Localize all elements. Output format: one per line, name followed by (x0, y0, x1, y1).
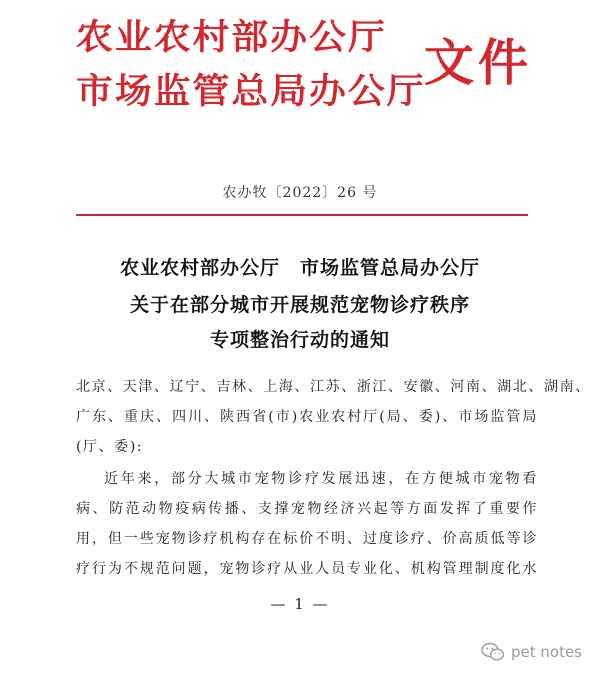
title-line-1: 农业农村部办公厅 市场监管总局办公厅 (119, 257, 480, 279)
document-type: 文件 (424, 33, 532, 92)
recipients-line-1: 北京、天津、辽宁、吉林、上海、江苏、浙江、安徽、河南、湖北、湖南、 (76, 379, 591, 395)
body-paragraph-line-3: 用，但一些宠物诊疗机构存在标价不明、过度诊疗、价高质低等诊 (76, 531, 538, 547)
recipients-line-2: 广东、重庆、四川、陕西省(市)农业农村厅(局、委)、市场监管局 (76, 409, 538, 425)
issuer-line-1: 农业农村部办公厅 (76, 17, 387, 58)
body-paragraph-line-2: 病、防范动物疫病传播、支撑宠物经济兴起等方面发挥了重要作 (76, 501, 538, 517)
title-line-3: 专项整治行动的通知 (209, 329, 390, 351)
issuer-line-2: 市场监管总局办公厅 (76, 71, 426, 112)
document-number: 农办牧〔2022〕26 号 (222, 185, 378, 201)
watermark-text: pet notes (510, 643, 582, 661)
red-divider-line (76, 214, 528, 216)
page-number: — 1 — (270, 595, 330, 613)
title-line-2: 关于在部分城市开展规范宠物诊疗秩序 (129, 294, 470, 316)
wechat-icon (481, 642, 505, 662)
watermark (481, 642, 582, 662)
body-paragraph-line-4: 疗行为不规范问题，宠物诊疗从业人员专业化、机构管理制度化水 (76, 561, 538, 577)
recipients-line-3: (厅、委): (76, 439, 144, 455)
body-paragraph-line-1: 近年来，部分大城市宠物诊疗发展迅速，在方便城市宠物看 (104, 471, 538, 487)
